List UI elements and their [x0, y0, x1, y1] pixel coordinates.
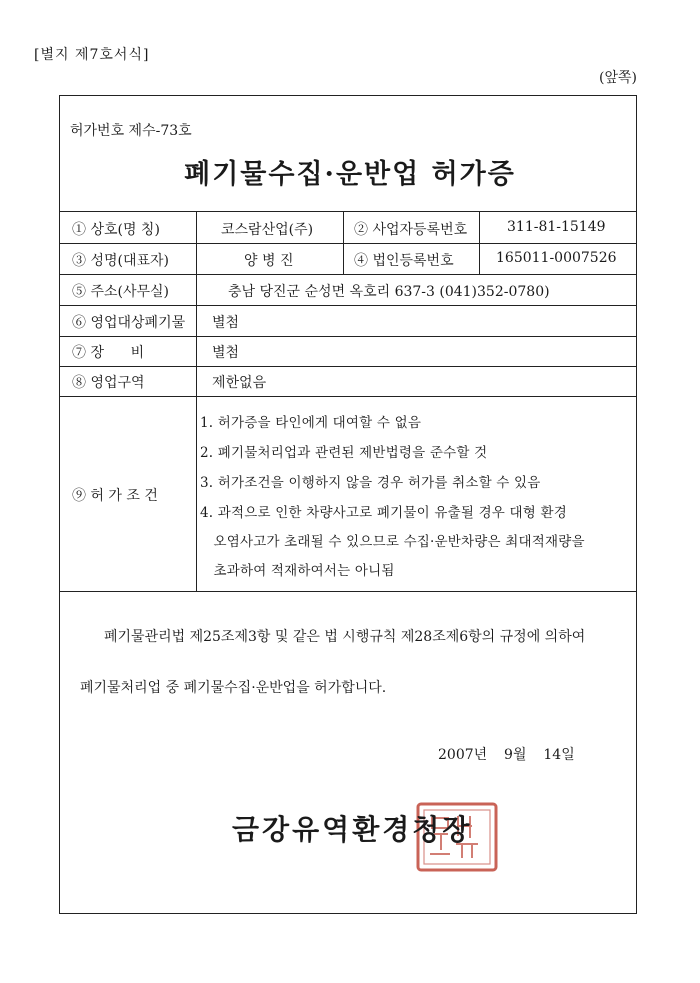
permit-number: 허가번호 제수-73호	[70, 123, 192, 139]
form-number-label: [별지 제7호서식]	[34, 47, 150, 63]
row-divider	[59, 305, 637, 306]
row-divider	[59, 336, 637, 337]
corp-reg-value: 165011-0007526	[496, 250, 617, 266]
representative-label: ③ 성명(대표자)	[72, 253, 169, 269]
condition-item: 3. 허가조건을 이행하지 않을 경우 허가를 취소할 수 있음	[200, 475, 541, 491]
row-divider	[59, 366, 637, 367]
document-title: 폐기물수집·운반업 허가증	[184, 159, 516, 190]
waste-label: ⑥ 영업대상폐기물	[72, 315, 186, 331]
issue-date: 2007년 9월 14일	[438, 747, 575, 763]
row-divider	[59, 396, 637, 397]
page-side-label: (앞쪽)	[599, 70, 637, 86]
legal-basis-text: 폐기물관리법 제25조제3항 및 같은 법 시행규칙 제28조제6항의 규정에 의하여	[104, 629, 586, 645]
column-divider	[196, 211, 197, 591]
waste-value: 별첨	[212, 315, 240, 331]
conditions-label: ⑨ 허 가 조 건	[72, 488, 158, 504]
condition-item: 2. 폐기물처리업과 관련된 제반법령을 준수할 것	[200, 445, 488, 461]
table-bottom-border	[59, 591, 637, 592]
trade-name-label: ① 상호(명 칭)	[72, 222, 160, 238]
condition-item: 초과하여 적재하여서는 아니됨	[200, 563, 395, 579]
business-area-value: 제한없음	[212, 375, 267, 391]
permit-statement-text: 폐기물처리업 중 폐기물수집·운반업을 허가합니다.	[80, 680, 387, 696]
trade-name-value: 코스람산업(주)	[221, 222, 314, 238]
column-divider	[343, 211, 344, 274]
representative-value: 양 병 진	[244, 253, 294, 269]
table-top-border	[59, 211, 637, 212]
equipment-label: ⑦ 장 비	[72, 345, 145, 361]
column-divider	[479, 211, 480, 274]
business-reg-value: 311-81-15149	[507, 219, 606, 235]
corp-reg-label: ④ 법인등록번호	[354, 253, 454, 269]
row-divider	[59, 243, 637, 244]
condition-item: 1. 허가증을 타인에게 대여할 수 없음	[200, 415, 422, 431]
condition-item: 4. 과적으로 인한 차량사고로 폐기물이 유출될 경우 대형 환경	[200, 505, 567, 521]
issuing-authority: 금강유역환경청장	[232, 813, 473, 846]
address-value: 충남 당진군 순성면 옥호리 637-3 (041)352-0780)	[228, 284, 550, 300]
address-label: ⑤ 주소(사무실)	[72, 284, 169, 300]
equipment-value: 별첨	[212, 345, 240, 361]
condition-item: 오염사고가 초래될 수 있으므로 수집·운반차량은 최대적재량을	[200, 534, 585, 550]
business-reg-label: ② 사업자등록번호	[354, 222, 468, 238]
row-divider	[59, 274, 637, 275]
business-area-label: ⑧ 영업구역	[72, 375, 145, 391]
